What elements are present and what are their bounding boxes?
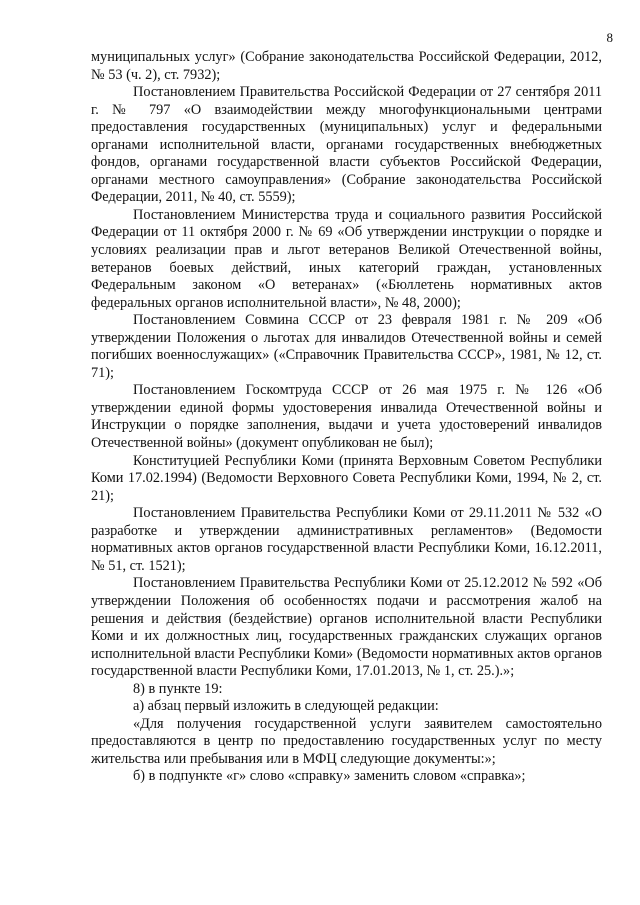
list-item: а) абзац первый изложить в следующей редакции: bbox=[133, 698, 439, 715]
paragraph: Постановлением Правительства Республики Коми от 29.11.2011 № 532 «О разработке и утверждении административных регламентов» (Ведомости нормативных актов органов государственной власти Республики Коми, 16.12.2011, № 51, ст. 1521); bbox=[91, 505, 602, 574]
paragraph: Постановлением Правительства Российской Федерации от 27 сентября 2011 г. № 797 «О взаимодействии между многофункциональными центрами предоставления государственных (муниципальных) услуг и федеральными органами исполнительной власти, органами государственных внебюджетных фондов, органами государственной власти субъектов Российской Федерации, органами местного самоуправления» (Собрание законодательства Российской Федерации, 2011, № 40, ст. 5559); bbox=[91, 84, 602, 206]
paragraph: Постановлением Госкомтруда СССР от 26 мая 1975 г. № 126 «Об утверждении единой формы удостоверения инвалида Отечественной войны и Инструкции о порядке заполнения, выдачи и учета удостоверений инвалидов Отечественной войны» (документ опубликован не был); bbox=[91, 382, 602, 452]
page-number: 8 bbox=[606, 30, 613, 45]
quoted-paragraph: «Для получения государственной услуги заявителем самостоятельно предоставляются в центр по предоставлению государственных услуг по месту жительства или пребывания или в МФЦ следующие документы:»; bbox=[91, 715, 602, 767]
list-item: 8) в пункте 19: bbox=[133, 680, 223, 697]
paragraph: Постановлением Правительства Республики Коми от 25.12.2012 № 592 «Об утверждении Положения об особенностях подачи и рассмотрения жалоб на решения и действия (бездействие) органов исполнительной власти Республики Коми и их должностных лиц, государственных гражданских служащих органов исполнительной власти Республики Коми» (Ведомости нормативных актов органов государственной власти Республики Коми, 17.01.2013, № 1, ст. 25.).»; bbox=[91, 575, 602, 680]
paragraph: Постановлением Совмина СССР от 23 февраля 1981 г. № 209 «Об утверждении Положения о льготах для инвалидов Отечественной войны и семей погибших военнослужащих» («Справочник Правительства СССР», 1981, № 12, ст. 71); bbox=[91, 312, 602, 381]
paragraph: Конституцией Республики Коми (принята Верховным Советом Республики Коми 17.02.1994) (Ведомости Верховного Совета Республики Коми, 1994, № 2, ст. 21); bbox=[91, 452, 602, 504]
list-item: б) в подпункте «г» слово «справку» заменить словом «справка»; bbox=[133, 768, 526, 785]
document-body bbox=[91, 49, 602, 786]
paragraph: Постановлением Министерства труда и социального развития Российской Федерации от 11 октября 2000 г. № 69 «Об утверждении инструкции о порядке и условиях реализации прав и льгот ветеранов Великой Отечественной войны, ветеранов боевых действий, иных категорий граждан, установленных Федеральным законом «О ветеранах» («Бюллетень нормативных актов федеральных органов исполнительной власти», № 48, 2000); bbox=[91, 206, 602, 311]
paragraph: муниципальных услуг» (Собрание законодательства Российской Федерации, 2012, № 53 (ч. 2), ст. 7932); bbox=[91, 49, 602, 83]
